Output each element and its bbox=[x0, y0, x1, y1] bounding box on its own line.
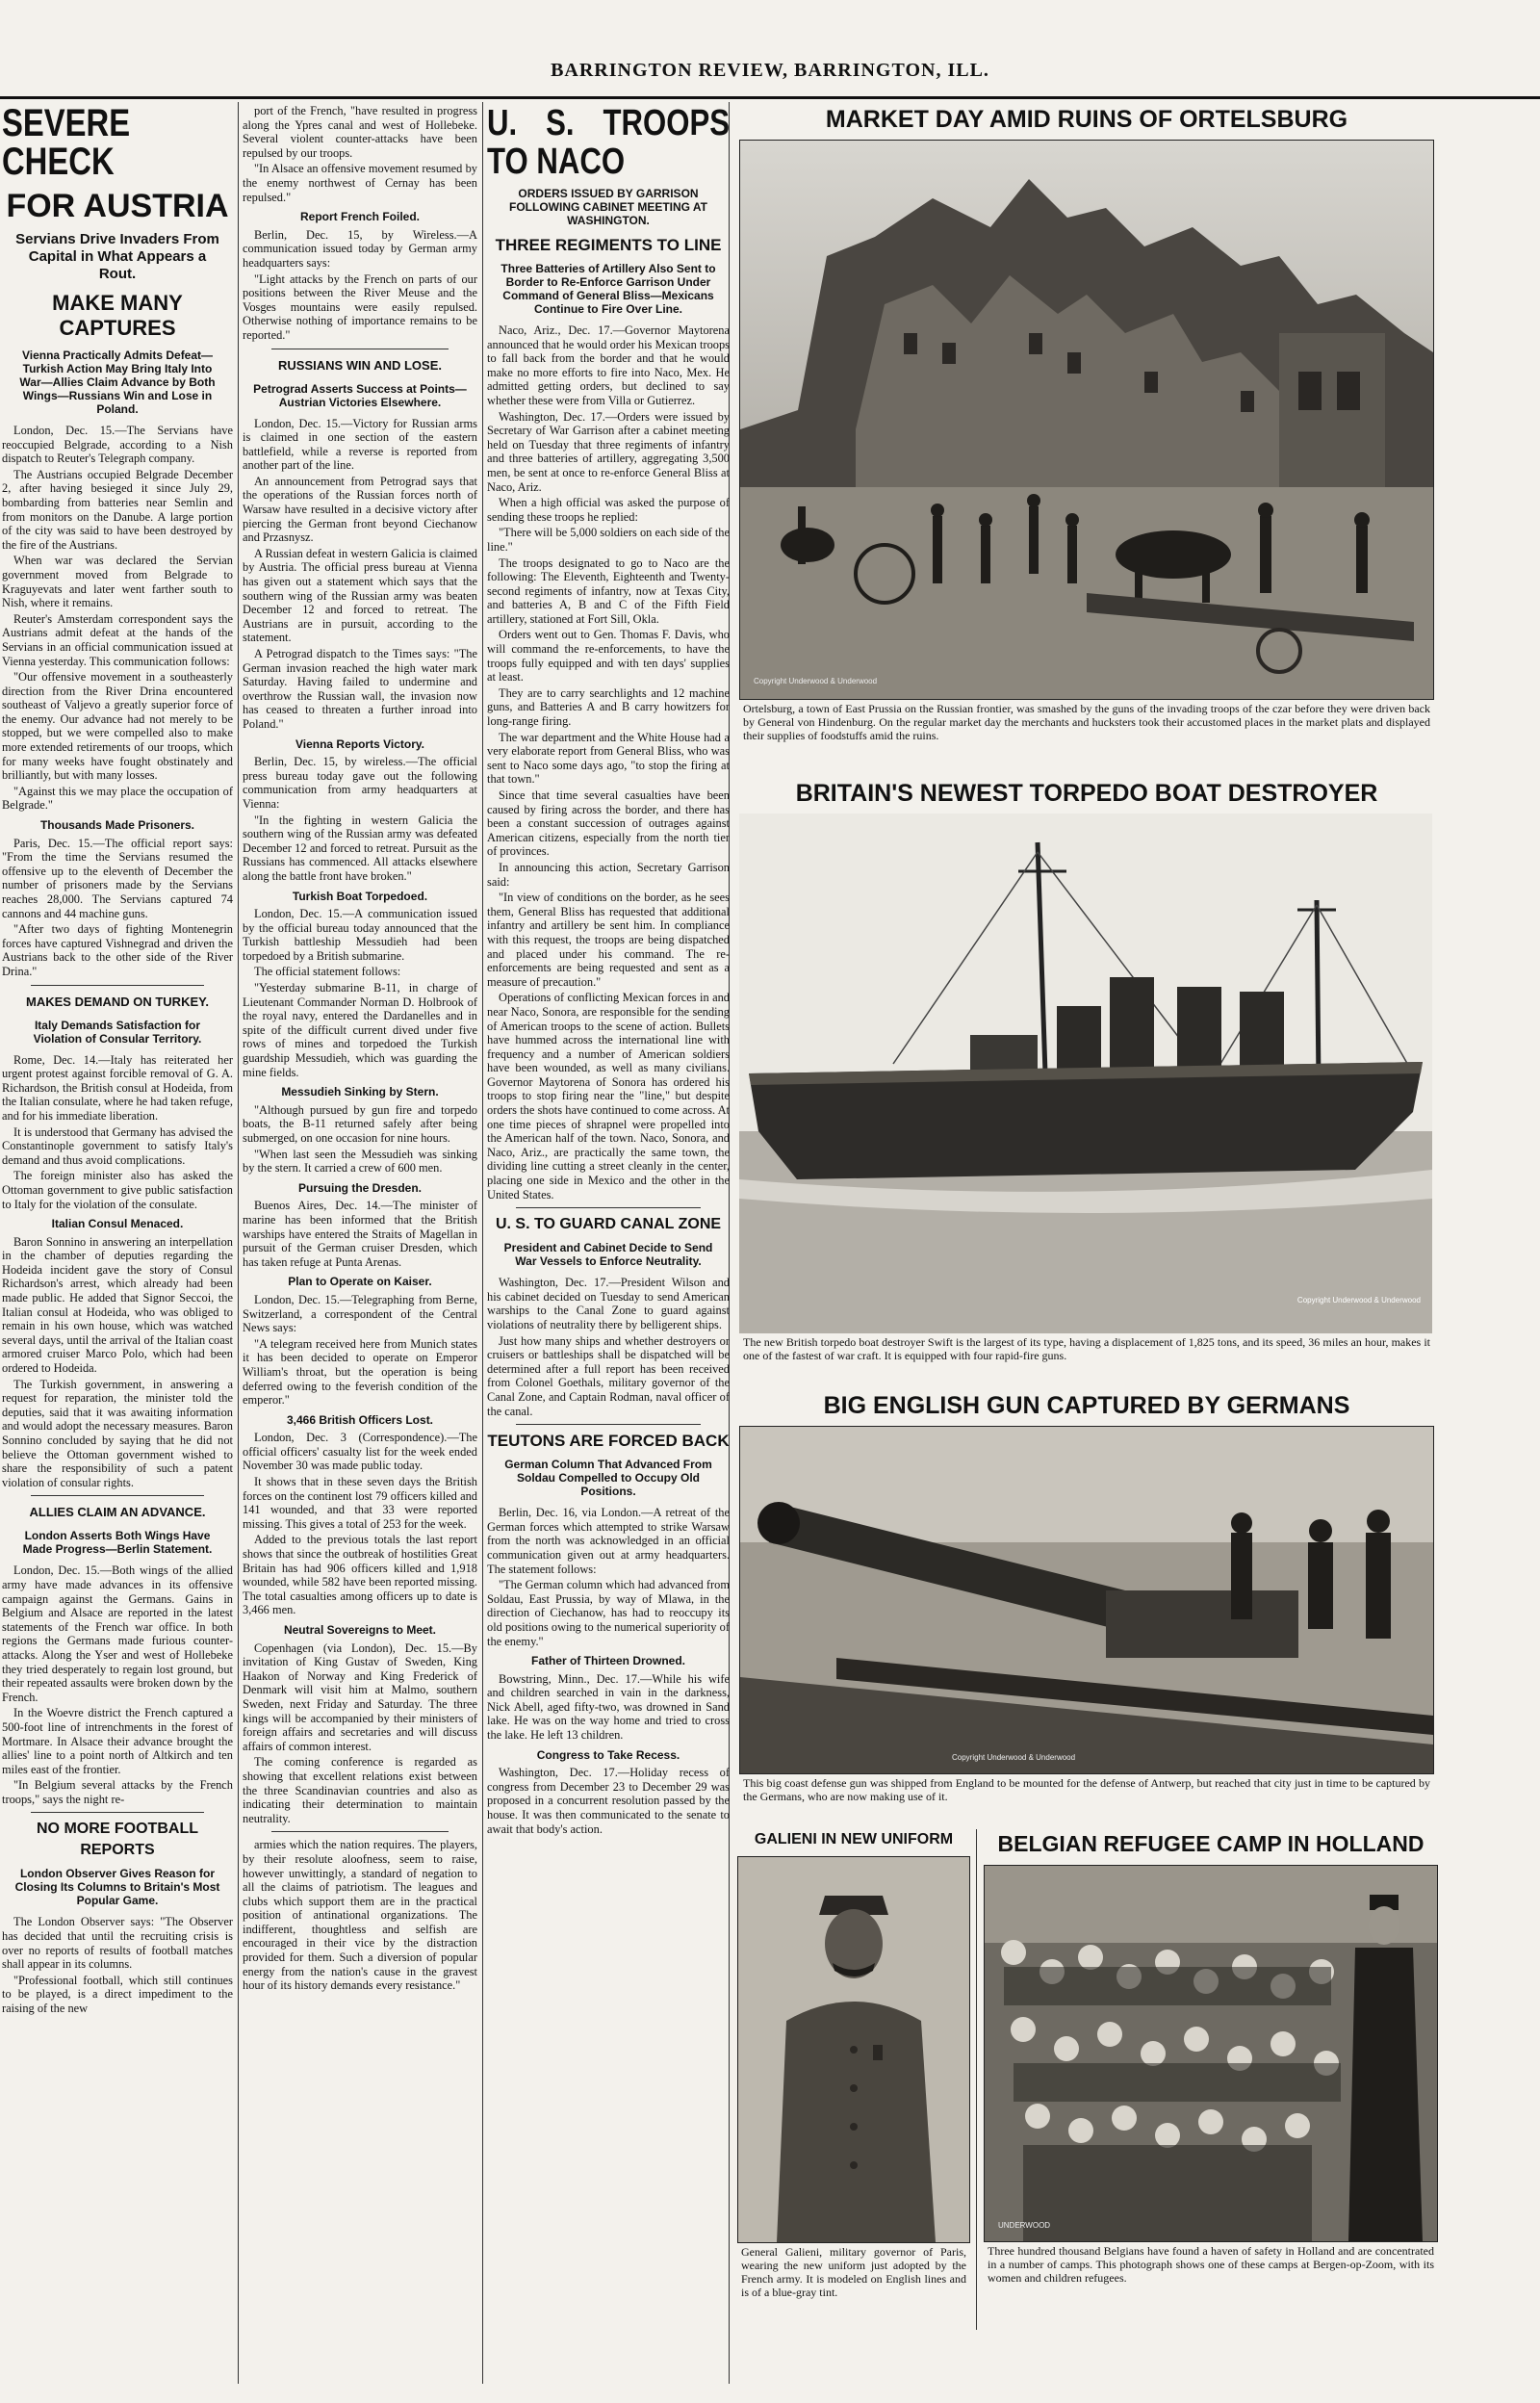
paragraph: "In Alsace an offensive movement resumed by the enemy northwest of Cernay has been repulsed." bbox=[243, 162, 477, 204]
paragraph: Rome, Dec. 14.—Italy has reiterated her urgent protest against forcible removal of G. A. Richardson, the British consul at Hodeida, from the Italian consulate, where he had taken refuge, and for his immediate liberation. bbox=[2, 1052, 233, 1123]
subhead: MAKE MANY CAPTURES bbox=[52, 291, 183, 340]
paragraph: The troops designated to go to Naco are the following: The Eleventh, Eighteenth and Twenty-second regiments of infantry, now at Texas City, and batteries A, B and C of the Fifth Field artillery, stationed at Fort Sill, Okla. bbox=[487, 556, 730, 626]
headline-turkey: MAKES DEMAND ON TURKEY. bbox=[26, 994, 209, 1009]
photo-caption: The new British torpedo boat destroyer Swift is the largest of its type, having a displacement of 1,825 tons, and its speed, 36 miles an hour, makes it one of the fastest of war craft. It is equipped with four rapid-fire guns. bbox=[743, 1335, 1430, 1362]
paragraph: "Our offensive movement in a southeasterly direction from the River Drina encountered southeast of Valjevo a greatly superior force of the enemy. Our advance had not merely to be stopped, but we were compelled also to make more extended retirements of our troops, which for many weeks have fought obstinately and brilliantly, but with many losses. bbox=[2, 670, 233, 783]
paragraph: "After two days of fighting Montenegrin forces have captured Vishnegrad and driven the Austrians back to the other side of the River Drina." bbox=[2, 922, 233, 978]
paragraph: Berlin, Dec. 15, by wireless.—The official press bureau today gave out the following communication from army headquarters at Vienna: bbox=[243, 755, 477, 811]
section-subhead: Congress to Take Recess. bbox=[536, 1747, 680, 1762]
paragraph: "Against this we may place the occupation of Belgrade." bbox=[2, 784, 233, 813]
paragraph: They are to carry searchlights and 12 machine guns, and Batteries A and B carry howitzers for long-range firing. bbox=[487, 685, 730, 729]
paragraph: It is understood that Germany has advised the Constantinople government to satisfy Italy's demand and thus avoid complications. bbox=[2, 1124, 233, 1167]
section-subhead: Father of Thirteen Drowned. bbox=[530, 1654, 685, 1668]
column-1 bbox=[2, 104, 233, 2403]
article-body bbox=[243, 1431, 477, 1617]
paragraph: The foreign minister also has asked the Ottoman government to give public satisfaction to Italy for the violation of the consulate. bbox=[2, 1169, 233, 1211]
galieni-portrait-photo bbox=[737, 1856, 970, 2243]
deck: ORDERS ISSUED BY GARRISON FOLLOWING CABINET MEETING AT WASHINGTON. bbox=[509, 187, 707, 227]
paragraph: "Yesterday submarine B-11, in charge of Lieutenant Commander Norman D. Holbrook of the royal navy, entered the Dardanelles and in spite of the difficult current dived under five rows of mines and torpedoed the Turkish guardship Messudieh, which was guarding the mine fields. bbox=[243, 981, 477, 1079]
article-body bbox=[2, 1563, 233, 1806]
headline-canal-zone: U. S. TO GUARD CANAL ZONE bbox=[495, 1216, 722, 1233]
article-body bbox=[487, 1766, 730, 1836]
deck-canal: President and Cabinet Decide to Send War Vessels to Enforce Neutrality. bbox=[503, 1241, 713, 1269]
paragraph: London, Dec. 15.—A communication issued by the official bureau today announced that the Turkish battleship Messudieh had been torpedoed by a British submarine. bbox=[243, 907, 477, 963]
photo-section-galieni bbox=[733, 1831, 974, 2301]
paragraph: Washington, Dec. 17.—Orders were issued by Secretary of War Garrison after a cabinet meeting held on Tuesday that three regiments of infantry and three batteries of artillery, aggregating 3,500 men, be sent at once to re-enforce General Bliss at Naco, Ariz. bbox=[487, 409, 730, 494]
paragraph: "Although pursued by gun fire and torpedo boats, the B-11 returned safely after being submerged, on one occasion for nine hours. bbox=[243, 1102, 477, 1145]
paragraph: "A telegram received here from Munich states it has been decided to operate on Emperor William's throat, but the operation is being deferred owing to the feverish condition of the emperor." bbox=[243, 1336, 477, 1408]
paragraph: "The German column which had advanced from Soldau, East Prussia, by way of Mlawa, in the direction of Ciechanow, has had to reoccupy its old positions owing to the numerical superiority of the enemy." bbox=[487, 1578, 730, 1648]
section-subhead: Turkish Boat Torpedoed. bbox=[292, 889, 428, 903]
paragraph: Berlin, Dec. 15, by Wireless.—A communication issued today by German army headquarters says: bbox=[243, 227, 477, 270]
section-subhead: 3,466 British Officers Lost. bbox=[286, 1412, 434, 1427]
captured-gun-photo bbox=[739, 1426, 1434, 1774]
paragraph: A Russian defeat in western Galicia is claimed by Austria. The official press bureau at Vienna has given out a statement which says that the southern wing of the Russian army was beaten December 12 and forced to retreat. The Austrians are in pursuit, according to the statement. bbox=[243, 546, 477, 645]
article-body bbox=[243, 228, 477, 343]
column-2 bbox=[243, 104, 477, 2403]
paragraph: Just how many ships and whether destroyers or cruisers or battleships shall be dispatched will be determined after a full report has been received from Colonel Goethals, military governor of the Canal Zone, and Captain Rodman, naval officer of the canal. bbox=[487, 1333, 730, 1418]
paragraph: London, Dec. 15.—The Servians have reoccupied Belgrade, according to a Nish dispatch to Reuter's Telegraph company. bbox=[2, 424, 233, 466]
paragraph: It shows that in these seven days the British forces on the continent lost 79 officers killed and 141 wounded, and that 33 were reported missing. This gives a total of 253 for the week. bbox=[243, 1475, 477, 1531]
article-body bbox=[243, 417, 477, 732]
photo-divider bbox=[976, 1829, 977, 2330]
paragraph: In announcing this action, Secretary Garrison said: bbox=[487, 860, 730, 889]
subdeck: Vienna Practically Admits Defeat—Turkish Action May Bring Italy Into War—Allies Claim Advance by Both Wings—Russians Win and Lose in Poland. bbox=[19, 349, 216, 416]
paragraph: A Petrograd dispatch to the Times says: "The German invasion reached the high water mark Saturday. Having failed to undermine and overthrow the Russian wall, the invasion now has ceased to threaten a further inroad into Poland." bbox=[243, 647, 477, 731]
paragraph: "When last seen the Messudieh was sinking by the stern. It carried a crew of 600 men. bbox=[243, 1147, 477, 1176]
paragraph: "In view of conditions on the border, as he sees them, General Bliss has requested that additional infantry and artillery be sent him. In compliance with this request, the troops are being dispatched and placed under his command. The re-enforcements are being requested and sent as a measure of precaution." bbox=[487, 891, 730, 989]
deck-teutons: German Column That Advanced From Soldau Compelled to Occupy Old Positions. bbox=[504, 1458, 712, 1499]
copyright-credit: Copyright Underwood & Underwood bbox=[1296, 1296, 1421, 1305]
paragraph: The Turkish government, in answering a request for reparation, the minister told the deputies, said that it was awaiting information and would adopt the necessary measures. Baron Sonnino concluded by saying that he did not believe the Ottoman government wished to share the responsibility of such a patent violation of consular rights. bbox=[2, 1377, 233, 1489]
article-body bbox=[2, 1053, 233, 1212]
paragraph: The war department and the White House had a very elaborate report from General Bliss, who was sent to Naco some days ago, "to stop the firing at that town." bbox=[487, 730, 730, 787]
paragraph: Naco, Ariz., Dec. 17.—Governor Maytorena announced that he would order his Mexican troops to fall back from the border and that he would make no more efforts to fire into Naco, Mex. He admitted getting orders, but declined to say whether these were from Villa or Gutierrez. bbox=[487, 323, 730, 407]
paragraph: London, Dec. 15.—Victory for Russian arms is claimed in one section of the eastern battlefield, while a reverse is reported from another part of the line. bbox=[243, 416, 477, 473]
copyright-credit: Copyright Underwood & Underwood bbox=[952, 1753, 1076, 1762]
photo-section-destroyer bbox=[732, 780, 1442, 1364]
article-body bbox=[487, 1506, 730, 1648]
photo-title: BIG ENGLISH GUN CAPTURED BY GERMANS bbox=[823, 1392, 1350, 1419]
article-body bbox=[243, 907, 477, 1079]
article-body bbox=[243, 1199, 477, 1269]
paragraph: Reuter's Amsterdam correspondent says the Austrians admit defeat at the hands of the Servians in an official communication issued at Vienna yesterday. This communication follows: bbox=[2, 611, 233, 668]
deck-russians: Petrograd Asserts Success at Points—Austrian Victories Elsewhere. bbox=[253, 381, 467, 409]
paragraph: The London Observer says: "The Observer has decided that until the recruiting crisis is over no reports of results of football matches shall appear in its columns. bbox=[2, 1915, 233, 1972]
photo-title: GALIENI IN NEW UNIFORM bbox=[754, 1831, 954, 1847]
photo-section-gun bbox=[732, 1392, 1442, 1805]
article-body bbox=[2, 1915, 233, 2015]
headline-russians: RUSSIANS WIN AND LOSE. bbox=[278, 357, 442, 373]
article-body bbox=[243, 1838, 477, 1993]
masthead: BARRINGTON REVIEW, BARRINGTON, ILL. bbox=[551, 60, 989, 81]
paragraph: Since that time several casualties have been caused by firing across the border, and there has been a constant succession of outrages against American citizens, especially from the north tier of provinces. bbox=[487, 788, 730, 859]
paragraph: "Professional football, which still continues to be played, is a direct impediment to the raising of the new bbox=[2, 1973, 233, 2016]
paragraph: Bowstring, Minn., Dec. 17.—While his wife and children searched in vain in the darkness, Nick Abell, aged fifty-two, was drowned in Sand lake. He was on the way home and tried to cross the lake. He left 13 children. bbox=[487, 1671, 730, 1743]
paragraph: "There will be 5,000 soldiers on each side of the line." bbox=[487, 526, 730, 554]
headline-severe-check: SEVERE CHECK bbox=[2, 104, 131, 183]
subhead: THREE REGIMENTS TO LINE bbox=[495, 236, 722, 254]
section-subhead: Thousands Made Prisoners. bbox=[39, 818, 195, 833]
section-subhead: Neutral Sovereigns to Meet. bbox=[283, 1623, 437, 1637]
paragraph: Orders went out to Gen. Thomas F. Davis, who will command the re-enforcements, to have the troops fully equipped and with ten days' supplies at least. bbox=[487, 628, 730, 685]
paragraph: Operations of conflicting Mexican forces in and near Naco, Sonora, are responsible for the sending of American troops to the scene of action. Bullets have hummed across the international line with frequency and a number of American soldiers have been wounded, as well as many civilians. Governor Maytorena of Sonora has ordered his troops to stop firing near the "line," but despite orders the shots have continued to come across. At one time pieces of shrapnel were propelled into the American half of the town. Naco, Sonora, and Naco, Ariz., are practically the same town, the dividing line cutting a street cleanly in the center, placing one side in Mexico and the other in the United States. bbox=[487, 991, 730, 1202]
section-subhead: Messudieh Sinking by Stern. bbox=[281, 1085, 439, 1099]
article-body bbox=[243, 104, 477, 204]
column-divider bbox=[482, 102, 483, 2384]
paragraph: London, Dec. 15.—Both wings of the allied army have made advances in its offensive campaign against the Germans. Gains in Belgium and Alsace are reported in the latest statements of the French war office. In both regions the Germans made furious counter-attacks. Along the Yser and west of Hollebeke they tried desperately to regain lost ground, but their repeated assaults were broken down by the French. bbox=[2, 1563, 233, 1704]
paragraph: Berlin, Dec. 16, via London.—A retreat of the German forces which attempted to strike Warsaw from the north was acknowledged in an official communication given out at army headquarters. The statement follows: bbox=[487, 1506, 730, 1576]
paragraph: An announcement from Petrograd says that the operations of the Russian forces north of Warsaw have resulted in a decisive victory after piercing the German front beyond Ciechanow and Przasnysz. bbox=[243, 474, 477, 545]
photo-title: BRITAIN'S NEWEST TORPEDO BOAT DESTROYER bbox=[795, 780, 1378, 807]
photo-caption: This big coast defense gun was shipped from England to be mounted for the defense of Antwerp, but reached that city just in time to be captured by the Germans, who are now making use of it. bbox=[743, 1776, 1430, 1803]
deck-turkey: Italy Demands Satisfaction for Violation of Consular Territory. bbox=[33, 1018, 202, 1046]
article-body bbox=[243, 1293, 477, 1408]
section-subhead: Report French Foiled. bbox=[299, 210, 420, 224]
paragraph: "In Belgium several attacks by the French troops," says the night re- bbox=[2, 1778, 233, 1806]
paragraph: Baron Sonnino in answering an interpellation in the chamber of deputies regarding the Hodeida incident gave the story of Consul Richardson's arrest, which already had been made public. He added that Signor Seccoi, the Italian consul at Hodeida, who was obliged to remain in his own house, which was watched several days, until the arrival of the Italian coast armored cruiser Marco Polo, which had been ordered to Hodeida. bbox=[2, 1234, 233, 1376]
deck: Servians Drive Invaders From Capital in What Appears a Rout. bbox=[15, 231, 219, 282]
paragraph: London, Dec. 3 (Correspondence).—The official officers' casualty list for the week ended November 30 was made public today. bbox=[243, 1431, 477, 1473]
paragraph: "Light attacks by the French on parts of our positions between the River Meuse and the Vosges mountains were easily repulsed. Otherwise nothing of importance remains to be reported." bbox=[243, 271, 477, 342]
photo-title: BELGIAN REFUGEE CAMP IN HOLLAND bbox=[997, 1831, 1424, 1856]
destroyer-photo bbox=[739, 814, 1434, 1333]
paragraph: The Austrians occupied Belgrade December 2, after having besieged it since July 29, bombarding from batteries near Semlin and from monitors on the Danube. A large portion of the city was said to have been destroyed by the fire of the Austrians. bbox=[2, 467, 233, 552]
article-body bbox=[243, 1103, 477, 1176]
paragraph: Washington, Dec. 17.—Holiday recess of congress from December 23 to December 29 was proposed in a concurrent resolution passed by the house. It was then communicated to the senate to await that body's action. bbox=[487, 1766, 730, 1836]
paragraph: Washington, Dec. 17.—President Wilson and his cabinet decided on Tuesday to send American warships to the Canal Zone to guard against violations of neutrality there by belligerent ships. bbox=[487, 1276, 730, 1331]
paragraph: In the Woevre district the French captured a 500-foot line of intrenchments in the forest of Mortmare. In Alsace their advance brought the allies' line to a point north of Altkirch and ten miles east of the frontier. bbox=[2, 1706, 233, 1776]
headline-football: NO MORE FOOTBALL REPORTS bbox=[37, 1821, 198, 1859]
paragraph: "In the fighting in western Galicia the southern wing of the Russian army was defeated December 12 and forced to retreat. Pursuit as the Russians has commenced. All attacks elsewhere along the battle front have broken." bbox=[243, 813, 477, 883]
paragraph: When a high official was asked the purpose of sending these troops he replied: bbox=[487, 496, 730, 524]
article-body bbox=[487, 1672, 730, 1743]
paragraph: Paris, Dec. 15.—The official report says: "From the time the Servians resumed the offensive up to the eleventh of December the number of prisoners made by the Servians reaches 28,000. The Servians captured 74 cannons and 44 machine guns. bbox=[2, 836, 233, 920]
photo-title: MARKET DAY AMID RUINS OF ORTELSBURG bbox=[825, 106, 1348, 133]
article-body bbox=[2, 837, 233, 979]
paragraph: Copenhagen (via London), Dec. 15.—By invitation of King Gustav of Sweden, King Haakon of Norway and King Frederick of Denmark will visit him at Malmo, southern Sweden, next Friday and Saturday. The three kings will be accompanied by their ministers of foreign affairs and secretaries and will discuss affairs of common interest. bbox=[243, 1641, 477, 1753]
section-subhead: Italian Consul Menaced. bbox=[51, 1217, 184, 1231]
photo-section-ortelsburg bbox=[732, 106, 1442, 744]
photo-section-refugee bbox=[980, 1831, 1442, 2287]
copyright-credit: UNDERWOOD bbox=[998, 2221, 1051, 2230]
paragraph: London, Dec. 15.—Telegraphing from Berne, Switzerland, a correspondent of the Central News says: bbox=[243, 1292, 477, 1335]
headline-troops-naco: U. S. TROOPS TO NACO bbox=[487, 104, 730, 182]
photo-caption: Three hundred thousand Belgians have found a haven of safety in Holland and are concentrated in a number of camps. This photograph shows one of these camps at Bergen-op-Zoom, with its women and children refugees. bbox=[988, 2244, 1434, 2285]
headline-allies: ALLIES CLAIM AN ADVANCE. bbox=[29, 1505, 206, 1520]
paragraph: The official statement follows: bbox=[254, 965, 401, 979]
photo-caption: Ortelsburg, a town of East Prussia on the Russian frontier, was smashed by the guns of the invading troops of the czar before they were driven back by General von Hindenburg. On the regular market day the merchants and hucksters took their accustomed places in the market plats and displayed their supplies of foodstuffs amid the ruins. bbox=[743, 702, 1430, 742]
subdeck: Three Batteries of Artillery Also Sent to Border to Re-Enforce Garrison Under Command of General Bliss—Mexicans Continue to Fire Over Line. bbox=[500, 262, 716, 316]
photo-caption: General Galieni, military governor of Paris, wearing the new uniform just adopted by the French army. It is modeled on English lines and is of a blue-gray tint. bbox=[741, 2245, 966, 2299]
article-body bbox=[2, 1235, 233, 1490]
column-divider bbox=[238, 102, 239, 2384]
paragraph: Added to the previous totals the last report shows that since the outbreak of hostilities Great Britain has had 906 officers killed and 1,918 wounded, while 582 have been reported missing. The total casualties among officers up to date is 3,466 men. bbox=[243, 1533, 477, 1617]
masthead-rule bbox=[0, 96, 1540, 99]
ortelsburg-ruins-photo bbox=[739, 140, 1434, 700]
section-subhead: Pursuing the Dresden. bbox=[297, 1180, 423, 1195]
copyright-credit: Copyright Underwood & Underwood bbox=[754, 677, 878, 685]
refugee-camp-photo bbox=[984, 1865, 1438, 2242]
headline-for-austria: FOR AUSTRIA bbox=[6, 188, 229, 224]
paragraph: Buenos Aires, Dec. 14.—The minister of marine has been informed that the British warships have entered the Straits of Magellan in pursuit of the German cruiser Dresden, which has taken refuge at Punta Arenas. bbox=[243, 1199, 477, 1269]
paragraph: When war was declared the Servian government moved from Belgrade to Kraguyevats and later went farther south to Nish, where it remains. bbox=[2, 554, 233, 610]
article-body bbox=[243, 1641, 477, 1826]
section-subhead: Plan to Operate on Kaiser. bbox=[288, 1275, 432, 1289]
headline-teutons: TEUTONS ARE FORCED BACK bbox=[487, 1432, 730, 1451]
paragraph: port of the French, "have resulted in progress along the Ypres canal and west of Hollebeke. Several violent counter-attacks have been repulsed by our troops. bbox=[243, 104, 477, 160]
section-subhead: Vienna Reports Victory. bbox=[295, 736, 425, 751]
article-body bbox=[243, 755, 477, 883]
article-body bbox=[487, 323, 730, 1202]
article-body bbox=[487, 1276, 730, 1418]
deck-allies: London Asserts Both Wings Have Made Progress—Berlin Statement. bbox=[22, 1529, 213, 1557]
column-3 bbox=[487, 104, 730, 2403]
paragraph: The coming conference is regarded as showing that excellent relations exist between the three Scandinavian countries and also as indicating their determination to maintain neutrality. bbox=[243, 1755, 477, 1825]
paragraph: armies which the nation requires. The players, by their resolute aloofness, seem to raise, however unwittingly, a standard of negation to all the claims of patriotism. The leagues and clubs which support them are in the practical position of antinational organizations. The indifferent, thoughtless and selfish are encouraged in their vice by the distraction provided for them. Such a diversion of popular energy from the nation's cause in the gravest hour of its history demands every resistance." bbox=[243, 1838, 477, 1993]
article-body bbox=[2, 424, 233, 813]
deck-football: London Observer Gives Reason for Closing Its Columns to Britain's Most Popular Game. bbox=[14, 1867, 220, 1908]
